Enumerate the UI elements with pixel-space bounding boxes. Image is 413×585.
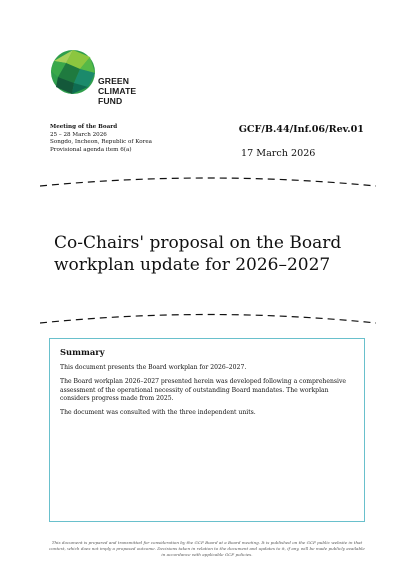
logo-wordmark: [98, 76, 136, 106]
title-line-1: Co-Chairs' proposal on the Board: [54, 233, 342, 253]
footer-disclaimer: This document is prepared and transmitted for consideration by the GCF Board at a Board meeting. It is published on the GCF public website in that context, which does not imply a proposed outcome. Decisions taken in relation to the document and updates to it, if any, will be made publicly available in accordance with applicable GCF policies.: [49, 540, 365, 557]
document-reference: GCF/B.44/Inf.06/Rev.01: [238, 124, 364, 135]
summary-paragraph: The Board workplan 2026–2027 presented herein was developed following a comprehensive assessment of the operational necessity of outstanding Board mandates. The workplan considers progress made from 2025.: [60, 378, 347, 402]
title-line-2: workplan update for 2026–2027: [54, 255, 331, 275]
summary-box: [49, 338, 365, 522]
meeting-agenda-item: Provisional agenda item 6(a): [50, 146, 132, 153]
logo-line-green: GREEN: [98, 76, 130, 86]
top-dashed-divider: [40, 172, 376, 188]
summary-paragraph: This document presents the Board workplan for 2026–2027.: [60, 364, 247, 371]
bottom-dashed-divider: [40, 310, 376, 324]
document-title: [54, 232, 374, 276]
document-date: 17 March 2026: [241, 148, 316, 159]
summary-heading: Summary: [60, 347, 105, 357]
meeting-title: Meeting of the Board: [50, 124, 118, 130]
gcf-globe-logo: [50, 49, 96, 95]
logo-line-climate: CLIMATE: [98, 86, 137, 96]
summary-paragraph: The document was consulted with the three independent units.: [60, 409, 256, 417]
logo-line-fund: FUND: [98, 96, 123, 106]
meeting-info: [50, 124, 152, 154]
meeting-dates: 25 – 28 March 2026: [50, 131, 107, 138]
meeting-location: Songdo, Incheon, Republic of Korea: [50, 139, 152, 146]
